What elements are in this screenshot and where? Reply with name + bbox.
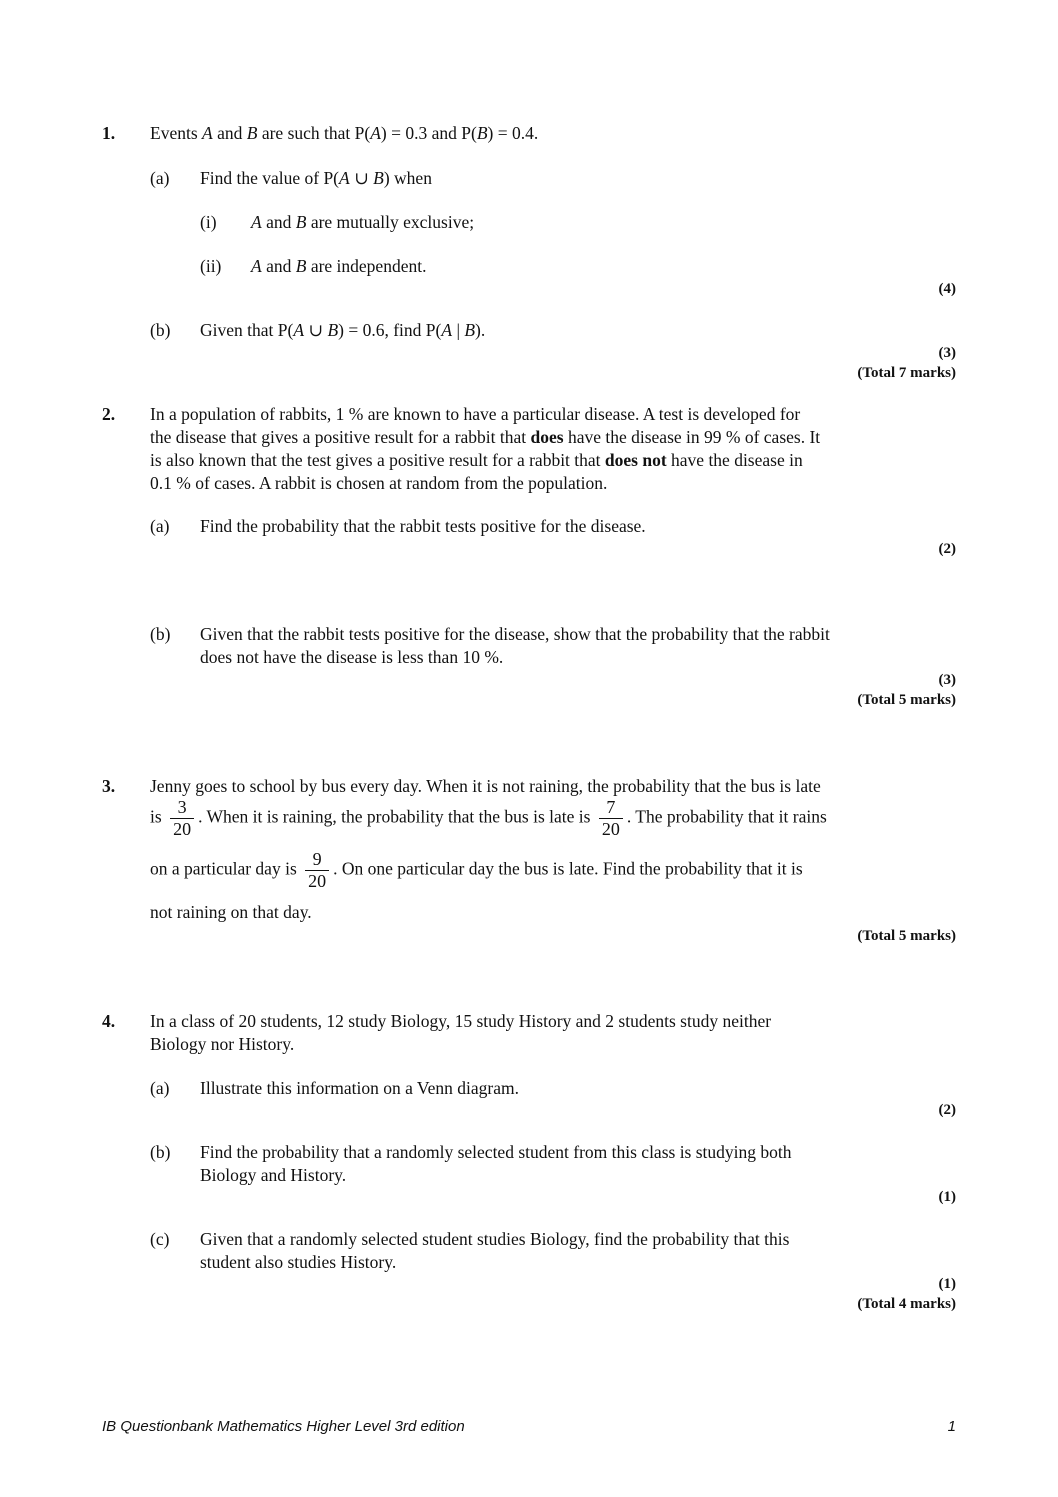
var-a: A bbox=[293, 320, 305, 340]
var-b: B bbox=[295, 212, 307, 232]
question-4c-line-2: student also studies History. bbox=[200, 1252, 397, 1272]
question-4b-marks: (1) bbox=[938, 1189, 956, 1205]
question-3-line-1: Jenny goes to school by bus every day. When it is not raining, the probability that the bus is late bbox=[150, 776, 821, 796]
footer-title: IB Questionbank Mathematics Higher Level 3rd edition bbox=[102, 1418, 465, 1435]
question-1a-i-label: (i) bbox=[200, 212, 217, 232]
fraction-7-20 bbox=[599, 797, 623, 840]
text: ) = 0.3 and P( bbox=[380, 123, 477, 143]
question-1a-label: (a) bbox=[150, 168, 170, 188]
text: are independent. bbox=[306, 256, 427, 276]
union-symbol: ∪ bbox=[304, 320, 328, 340]
question-1a-ii-text bbox=[251, 255, 426, 278]
text: ) when bbox=[383, 168, 432, 188]
var-a: A bbox=[370, 123, 381, 143]
var-a: A bbox=[339, 168, 350, 188]
text: is also known that the test gives a positive result for a rabbit that bbox=[150, 450, 605, 470]
var-b: B bbox=[464, 320, 476, 340]
numerator: 7 bbox=[606, 797, 616, 817]
text: . When it is raining, the probability that the bus is late is bbox=[198, 806, 591, 827]
text: Given that P( bbox=[200, 320, 294, 340]
question-1a-ii-label: (ii) bbox=[200, 256, 222, 276]
emphasis: does not bbox=[604, 450, 667, 470]
text: . On one particular day the bus is late. Find the probability that it is bbox=[333, 858, 803, 879]
question-3-line-2 bbox=[150, 797, 827, 840]
text: are mutually exclusive; bbox=[306, 212, 475, 232]
question-2b-line-1: Given that the rabbit tests positive for the disease, show that the probability that the rabbit bbox=[200, 624, 830, 644]
var-b: B bbox=[246, 123, 258, 143]
var-b: B bbox=[373, 168, 384, 188]
denominator: 20 bbox=[308, 871, 327, 891]
question-2b-marks: (3) bbox=[938, 672, 956, 688]
denominator: 20 bbox=[601, 819, 620, 839]
text: the disease that gives a positive result for a rabbit that bbox=[150, 427, 531, 447]
text: ). bbox=[475, 320, 486, 340]
question-4-stem-line-2: Biology nor History. bbox=[150, 1034, 295, 1054]
text: ) = 0.4. bbox=[487, 123, 539, 143]
question-2-stem-line-3 bbox=[150, 449, 803, 472]
emphasis: does bbox=[530, 427, 564, 447]
text: have the disease in 99 % of cases. It bbox=[563, 427, 821, 447]
question-1a-marks: (4) bbox=[938, 281, 956, 297]
text: | bbox=[452, 320, 465, 340]
var-a: A bbox=[202, 123, 213, 143]
question-1b-marks: (3) bbox=[938, 345, 956, 361]
question-1-number: 1. bbox=[102, 123, 116, 143]
question-3-total: (Total 5 marks) bbox=[857, 928, 956, 944]
question-4b-label: (b) bbox=[150, 1142, 171, 1162]
page-number: 1 bbox=[947, 1418, 956, 1435]
text: have the disease in bbox=[666, 450, 803, 470]
question-2a-label: (a) bbox=[150, 516, 170, 536]
var-a: A bbox=[251, 256, 262, 276]
question-1b-label: (b) bbox=[150, 320, 171, 340]
question-4c-marks: (1) bbox=[938, 1276, 956, 1292]
question-4b-line-1: Find the probability that a randomly selected student from this class is studying both bbox=[200, 1142, 792, 1162]
denominator: 20 bbox=[173, 819, 192, 839]
question-4-total: (Total 4 marks) bbox=[857, 1296, 956, 1312]
question-2-stem-line-4: 0.1 % of cases. A rabbit is chosen at random from the population. bbox=[150, 473, 608, 493]
var-a: A bbox=[441, 320, 453, 340]
question-4c-line-1: Given that a randomly selected student studies Biology, find the probability that this bbox=[200, 1229, 790, 1249]
var-b: B bbox=[476, 123, 488, 143]
text: on a particular day is bbox=[150, 858, 297, 879]
text: are such that P( bbox=[257, 123, 371, 143]
fraction-3-20 bbox=[170, 797, 194, 840]
text: and bbox=[212, 123, 247, 143]
text: is bbox=[150, 806, 162, 827]
question-2b-label: (b) bbox=[150, 624, 171, 644]
question-4-stem-line-1: In a class of 20 students, 12 study Biology, 15 study History and 2 students study neither bbox=[150, 1011, 772, 1031]
text: . The probability that it rains bbox=[626, 806, 827, 827]
question-1-total: (Total 7 marks) bbox=[857, 365, 956, 381]
text: and bbox=[261, 256, 296, 276]
var-a: A bbox=[251, 212, 262, 232]
text: ) = 0.6, find P( bbox=[338, 320, 442, 340]
question-3-number: 3. bbox=[102, 776, 116, 796]
question-4b-line-2: Biology and History. bbox=[200, 1165, 347, 1185]
var-b: B bbox=[327, 320, 339, 340]
question-2-stem-line-1: In a population of rabbits, 1 % are known to have a particular disease. A test is developed for bbox=[150, 404, 801, 424]
question-2-number: 2. bbox=[102, 404, 116, 424]
text: and bbox=[261, 212, 296, 232]
text: Events bbox=[150, 123, 203, 143]
question-3-line-3 bbox=[150, 849, 803, 892]
question-1-stem bbox=[150, 122, 538, 145]
question-4a-label: (a) bbox=[150, 1078, 170, 1098]
question-1b-text bbox=[200, 319, 485, 342]
question-4-number: 4. bbox=[102, 1011, 116, 1031]
question-2a-marks: (2) bbox=[938, 541, 956, 557]
question-4a-marks: (2) bbox=[938, 1102, 956, 1118]
question-2-total: (Total 5 marks) bbox=[857, 692, 956, 708]
question-1a-i-text bbox=[251, 211, 474, 234]
var-b: B bbox=[295, 256, 307, 276]
question-2a-text: Find the probability that the rabbit tests positive for the disease. bbox=[200, 516, 646, 536]
question-3-line-4: not raining on that day. bbox=[150, 902, 312, 922]
numerator: 3 bbox=[177, 797, 187, 817]
question-1a-text bbox=[200, 167, 432, 190]
text: Find the value of P( bbox=[200, 168, 340, 188]
question-2-stem-line-2 bbox=[150, 426, 820, 449]
fraction-9-20 bbox=[305, 849, 329, 892]
question-2b-line-2: does not have the disease is less than 10 %. bbox=[200, 647, 504, 667]
question-4c-label: (c) bbox=[150, 1229, 170, 1249]
question-4a-text: Illustrate this information on a Venn diagram. bbox=[200, 1078, 519, 1098]
numerator: 9 bbox=[312, 849, 322, 869]
union-symbol: ∪ bbox=[349, 168, 374, 188]
